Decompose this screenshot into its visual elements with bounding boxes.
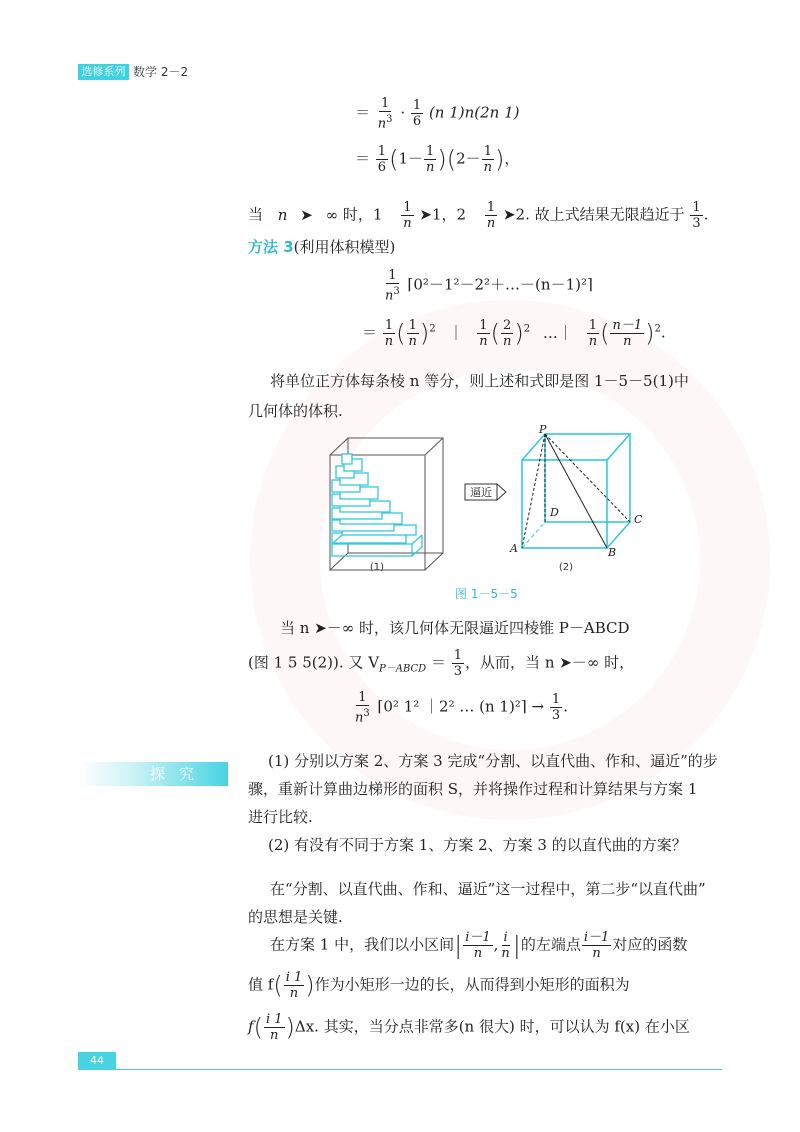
paragraph-4-line-2: 值 f( $\frac{i 1}{n}$ )作为小矩形一边的长，从而得到小矩形的面积为 bbox=[248, 970, 630, 1001]
explore-section-label bbox=[78, 762, 228, 786]
paragraph-4-line-1: 在方案 1 中，我们以小区间| $\frac{i-1}{n}$ , $\frac{i}{n}$ |的左端点 $\frac{i-1}{n}$ 对应的函数 bbox=[270, 930, 688, 961]
paragraph-2-line-2: (图 1 5 5(2)). 又 $V_{P-ABCD}$ ＝ $\frac{1}{3}$ ，从而，当 n ➤－∞ 时， bbox=[248, 648, 635, 679]
equation-5: $\frac{1}{n^3}$ ⌈0² 1² ｜2² … (n 1)²⌉ → $\frac{1}{3}$ . bbox=[355, 690, 568, 726]
stair-boxes bbox=[332, 454, 416, 543]
header-tag: 选修系列 bbox=[78, 64, 129, 80]
point-B: B bbox=[608, 546, 617, 559]
header-title: 数学 2－2 bbox=[133, 65, 189, 79]
point-C: C bbox=[634, 513, 643, 526]
approach-arrow bbox=[465, 484, 506, 500]
method-3-heading: 方法 3(利用体积模型) bbox=[248, 238, 396, 256]
question-1-line-3: 进行比较. bbox=[248, 808, 313, 826]
pyramid-edges bbox=[522, 434, 630, 548]
explore-label: 探究 bbox=[149, 765, 208, 783]
point-A: A bbox=[510, 542, 518, 555]
limit-line: 当 n ➤ ∞ 时，1 $\frac{1}{n}$ ➤1，2 $\frac{1}{n}$ ➤2. 故上式结果无限趋近于 $\frac{1}{3}$ . bbox=[248, 200, 709, 231]
approach-label: 逼近 bbox=[470, 486, 492, 499]
equation-3: $\frac{1}{n^3}$ ⌈0²－1²－2²＋…－(n－1)²⌉ bbox=[385, 268, 593, 304]
page-number: 44 bbox=[78, 1052, 116, 1070]
point-P: P bbox=[539, 423, 547, 436]
question-1-line-1: (1) 分别以方案 2、方案 3 完成“分割、以直代曲、作和、逼近”的步 bbox=[268, 752, 718, 770]
figure-label-2: (2) bbox=[558, 562, 574, 573]
equation-4: ＝ $\frac{1}{n}$ ( $\frac{1}{n}$ )$^2$ ｜ $\frac{1}{n}$ ( $\frac{2}{n}$ )$^2$ …｜ $\frac{1}{n}$ ( $\frac{n-1}{n}$ )$^2$. bbox=[362, 318, 666, 349]
question-2: (2) 有没有不同于方案 1、方案 2、方案 3 的以直代曲的方案？ bbox=[268, 836, 687, 854]
figure-1-5-5 bbox=[320, 423, 660, 605]
question-1-line-2: 骤，重新计算曲边梯形的面积 S，并将操作过程和计算结果与方案 1 bbox=[248, 780, 698, 798]
footer-rule bbox=[116, 1069, 722, 1070]
figure-label-1: (1) bbox=[369, 562, 385, 573]
paragraph-4-line-3: f( $\frac{i 1}{n}$ )Δx. 其实，当分点非常多(n 很大) 时，可以认为 f(x) 在小区 bbox=[248, 1012, 690, 1043]
paragraph-3-line-1: 在“分割、以直代曲、作和、逼近”这一过程中，第二步“以直代曲” bbox=[270, 880, 706, 898]
paragraph-1-line-2: 几何体的体积. bbox=[248, 402, 343, 420]
figure-caption: 图 1－5－5 bbox=[455, 587, 518, 601]
equation-2: ＝ $\frac{1}{6}$ (1－ $\frac{1}{n}$ )(2－ $\frac{1}{n}$ )， bbox=[355, 144, 520, 175]
paragraph-3-line-2: 的思想是关键. bbox=[248, 908, 343, 926]
paragraph-2-line-1: 当 n ➤－∞ 时，该几何体无限逼近四棱锥 P－ABCD bbox=[280, 619, 630, 637]
point-D: D bbox=[550, 506, 559, 519]
paragraph-1-line-1: 将单位正方体每条棱 n 等分，则上述和式即是图 1－5－5(1)中 bbox=[270, 372, 689, 390]
equation-1: ＝ $\frac{1}{n^3}$ · $\frac{1}{6}$ (n 1)n(2n 1) bbox=[355, 96, 520, 132]
